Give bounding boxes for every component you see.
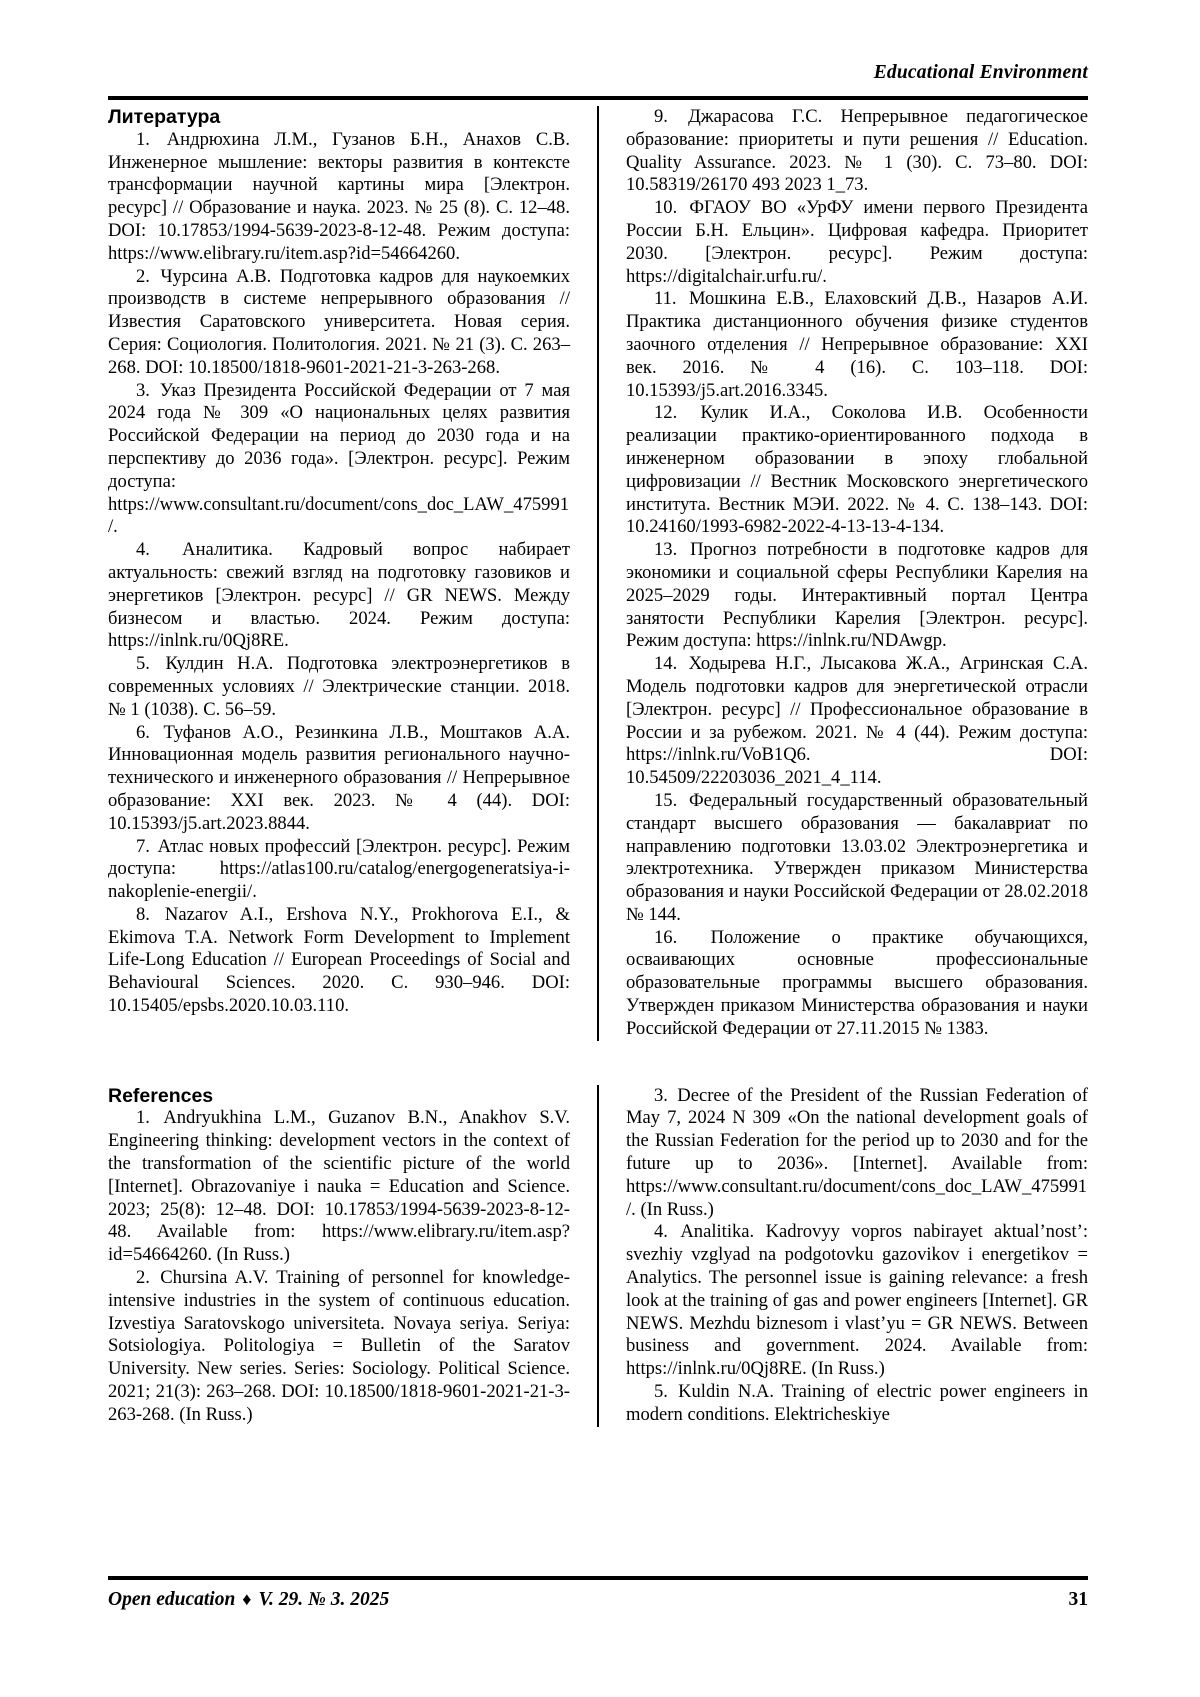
reference-text: Федеральный государственный образовательный стандарт высшего образования — бакалавриат по направлению подготовки 13.03.02 Электроэнергетика и электротехника. Утвержден приказом Министерства образования и науки Российской Федерации от 28.02.2018 № 144.: [626, 789, 1088, 925]
reference-item: [108, 380, 570, 540]
reference-item: [108, 904, 570, 1018]
reference-number: 14.: [654, 653, 678, 675]
literature-right-column: [626, 106, 1088, 1041]
references-left-column: [108, 1085, 570, 1427]
reference-number: 12.: [654, 402, 678, 424]
reference-item: [108, 722, 570, 836]
reference-text: Кулдин Н.А. Подготовка электроэнергетиков в современных условиях // Электрические станции. 2018. № 1 (1038). С. 56–59.: [108, 653, 571, 720]
reference-text: Прогноз потребности в подготовке кадров для экономики и социальной сферы Республики Карелия на 2025–2029 годы. Интерактивный портал Центра занятости Республики Карелия [Электрон. ресурс]. Режим доступа: https://inlnk.ru/NDAwgp.: [626, 539, 1088, 652]
literature-left-column: [108, 106, 570, 1041]
reference-text: Ходырева Н.Г., Лысакова Ж.А., Агринская С.А. Модель подготовки кадров для энергетической отрасли [Электрон. ресурс] // Профессиональное образование в России и за рубежом. 2021. № 4 (44). Режим доступа: https://inlnk.ru/VoB1Q6. DOI: 10.54509/22203036_2021_4_114.: [626, 653, 1088, 789]
reference-number: 9.: [654, 106, 668, 127]
reference-item: [626, 927, 1088, 1041]
reference-text: ФГАОУ ВО «УрФУ имени первого Президента России Б.Н. Ельцин». Цифровая кафедра. Приоритет 2030. [Электрон. ресурс]. Режим доступа: https://digitalchair.urfu.ru/.: [626, 197, 1088, 287]
references-right-column: [626, 1085, 1088, 1427]
reference-item: [108, 1107, 570, 1267]
literature-heading: Литература: [108, 106, 221, 128]
reference-text: Analitika. Kadrovyy vopros nabirayet aktual’nost’: svezhiy vzglyad na podgotovku gazovikov i energetikov = Analytics. The personnel issue is gaining relevance: a fresh look at the training of gas and power engineers [Internet]. GR NEWS. Mezhdu biznesom i vlast’yu = GR NEWS. Between business and government. 2024. Available from: https://inlnk.ru/0Qj8RE. (In Russ.): [626, 1221, 1088, 1380]
reference-text: Кулик И.А., Соколова И.В. Особенности реализации практико-ориентированного подхода в инженерном образовании в эпоху глобальной цифровизации // Вестник Московского энергетического института. Вестник МЭИ. 2022. № 4. С. 138–143. DOI: 10.24160/1993-6982-2022-4-13-13-4-134.: [626, 402, 1088, 538]
reference-text: Указ Президента Российской Федерации от 7 мая 2024 года № 309 «О национальных целях развития Российской Федерации на период до 2030 года и на перспективу до 2036 года». [Электрон. ресурс]. Режим доступа: https://www.consultant.ru/document/cons_doc_LAW_475991/.: [108, 379, 571, 538]
reference-text: Kuldin N.A. Training of electric power engineers in modern conditions. Elektricheskiye: [626, 1381, 1088, 1425]
reference-number: 13.: [654, 539, 678, 561]
reference-item: [626, 402, 1088, 539]
reference-item: [626, 197, 1088, 288]
reference-number: 3.: [136, 379, 150, 401]
reference-text: Andryukhina L.M., Guzanov B.N., Anakhov S.V. Engineering thinking: development vectors in the context of the transformation of the scientific picture of the world [Internet]. Obrazovaniye i nauka = Education and Science. 2023; 25(8): 12–48. DOI: 10.17853/1994-5639-2023-8-12-48. Available from: https://www.elibrary.ru/item.asp?id=54664260. (In Russ.): [108, 1107, 570, 1266]
diamond-icon: ♦: [242, 1589, 252, 1609]
reference-item: [108, 539, 570, 653]
reference-number: 3.: [654, 1084, 668, 1106]
reference-number: 5.: [654, 1381, 668, 1403]
reference-text: Положение о практике обучающихся, осваивающих основные профессиональные образовательные программы высшего образования. Утвержден приказом Министерства образования и науки Российской Федерации от 27.11.2015 № 1383.: [626, 926, 1088, 1039]
reference-text: Атлас новых профессий [Электрон. ресурс]. Режим доступа: https://atlas100.ru/catalog/energogeneratsiya-i-nakoplenie-energii/.: [108, 835, 570, 903]
reference-item: [626, 106, 1088, 197]
page-number: 31: [1068, 1589, 1088, 1610]
reference-item: [626, 1085, 1088, 1222]
reference-item: [626, 539, 1088, 653]
reference-text: Chursina A.V. Training of personnel for knowledge-intensive industries in the system of continuous education. Izvestiya Saratovskogo universiteta. Novaya seriya. Seriya: Sotsiologiya. Politologiya = Bulletin of the Saratov University. New series. Series: Sociology. Political Science. 2021; 21(3): 263–268. DOI: 10.18500/1818-9601-2021-21-3-263-268. (In Russ.): [108, 1267, 570, 1425]
reference-item: [626, 288, 1088, 402]
page-body: [108, 100, 1088, 1568]
reference-number: 4.: [654, 1221, 668, 1243]
reference-text: Туфанов А.О., Резинкина Л.В., Моштаков А.А. Инновационная модель развития регионального научно-технического и инженерного образования // Непрерывное образование: XXI век. 2023. № 4 (44). DOI: 10.15393/j5.art.2023.8844.: [108, 721, 570, 834]
reference-item: [626, 653, 1088, 790]
reference-number: 2.: [136, 265, 150, 287]
reference-item: [626, 790, 1088, 927]
reference-item: [108, 653, 570, 721]
footer-rule: [108, 1576, 1088, 1580]
reference-item: [108, 129, 570, 266]
reference-number: 1.: [136, 1107, 150, 1129]
reference-number: 4.: [136, 539, 150, 561]
journal-title: Open education: [108, 1589, 236, 1610]
reference-text: Мошкина Е.В., Елаховский Д.В., Назаров А.И. Практика дистанционного обучения физике студентов заочного отделения // Непрерывное образование: XXI век. 2016. № 4 (16). С. 103–118. DOI: 10.15393/j5.art.2016.3345.: [626, 288, 1088, 401]
reference-number: 1.: [136, 128, 150, 150]
references-section: [108, 1085, 1088, 1427]
reference-item: [626, 1221, 1088, 1381]
issue-info: V. 29. № 3. 2025: [258, 1589, 390, 1610]
reference-number: 7.: [136, 835, 150, 857]
reference-text: Чурсина А.В. Подготовка кадров для наукоемких производств в системе непрерывного образования // Известия Саратовского университета. Новая серия. Серия: Социология. Политология. 2021. № 21 (3). С. 263–268. DOI: 10.18500/1818-9601-2021-21-3-263-268.: [108, 265, 570, 378]
reference-number: 15.: [654, 789, 678, 811]
reference-number: 11.: [654, 288, 677, 310]
literature-section: [108, 106, 1088, 1041]
reference-number: 5.: [136, 653, 150, 675]
reference-text: Андрюхина Л.М., Гузанов Б.Н., Анахов С.В. Инженерное мышление: векторы развития в контексте трансформации научной картины мира [Электрон. ресурс] // Образование и наука. 2023. № 25 (8). С. 12–48. DOI: 10.17853/1994-5639-2023-8-12-48. Режим доступа: https://www.elibrary.ru/item.asp?id=54664260.: [108, 128, 570, 264]
reference-text: Джарасова Г.С. Непрерывное педагогическое образование: приоритеты и пути решения // Education. Quality Assurance. 2023. № 1 (30). С. 73–80. DOI: 10.58319/26170 493 2023 1_73.: [626, 106, 1088, 196]
reference-text: Nazarov A.I., Ershova N.Y., Prokhorova E.I., & Ekimova T.A. Network Form Development to Implement Life-Long Education // European Proceedings of Social and Behavioural Sciences. 2020. С. 930–946. DOI: 10.15405/epsbs.2020.10.03.110.: [108, 903, 571, 1017]
reference-number: 16.: [654, 926, 678, 948]
running-head: Educational Environment: [873, 62, 1088, 83]
reference-item: [108, 1267, 570, 1427]
reference-item: [626, 1381, 1088, 1427]
reference-text: Аналитика. Кадровый вопрос набирает актуальность: свежий взгляд на подготовку газовиков и энергетиков [Электрон. ресурс] // GR NEWS. Между бизнесом и властью. 2024. Режим доступа: https://inlnk.ru/0Qj8RE.: [108, 539, 570, 652]
page-footer: [108, 1576, 1088, 1611]
reference-item: [108, 266, 570, 380]
reference-text: Decree of the President of the Russian Federation of May 7, 2024 N 309 «On the national development goals of the Russian Federation for the period up to 2030 and for the future up to 2036». [Internet]. Available from: https://www.consultant.ru/document/cons_doc_LAW_475991/. (In Russ.): [626, 1084, 1088, 1220]
reference-item: [108, 836, 570, 904]
reference-number: 10.: [654, 197, 678, 219]
references-heading: References: [108, 1084, 214, 1107]
reference-number: 2.: [136, 1267, 150, 1289]
reference-number: 6.: [136, 721, 150, 743]
journal-info: [108, 1588, 389, 1611]
reference-number: 8.: [136, 903, 150, 925]
